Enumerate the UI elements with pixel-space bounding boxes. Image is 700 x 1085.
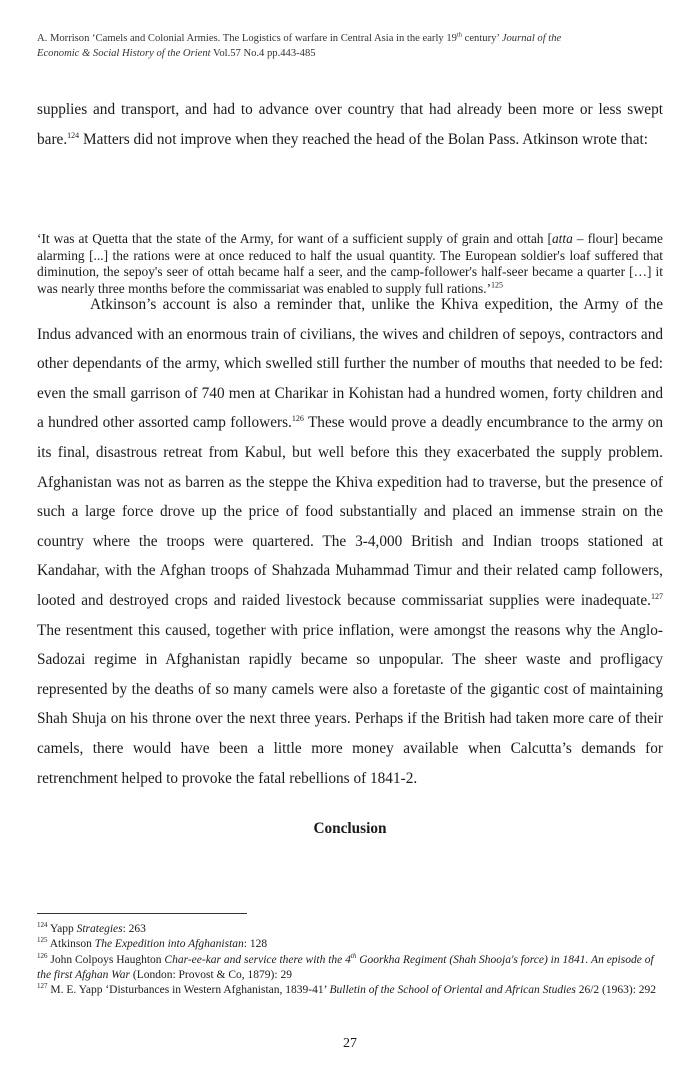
- footnote-number: 125: [37, 936, 48, 945]
- footnote-number: 126: [37, 951, 48, 960]
- quote-text-a: ‘It was at Quetta that the state of the Army, for want of a sufficient supply of grain and ottah [: [37, 231, 552, 246]
- footnote-126: [37, 953, 663, 984]
- footnote-ref-124[interactable]: 124: [67, 130, 80, 140]
- footnote-text: M. E. Yapp ‘Disturbances in Western Afghanistan, 1839-41’: [47, 984, 330, 997]
- footnote-125: [37, 937, 663, 952]
- para1-text-a: supplies and transport, and had to advance over country that had already been more or less swept bare.: [37, 101, 663, 148]
- header-superscript: th: [456, 31, 462, 39]
- quote-text-b: – flour] became alarming [...] the rations were at once reduced to half the usual quantity. The European soldier's loaf suffered that diminution, the sepoy's seer of ottah became half a seer, and the camp-follower's half-seer became a quarter […] it was nearly three months before the commissariat was enabled to supply full rations.’: [37, 231, 663, 296]
- footnote-italic: Char-ee-kar and service there with the 4: [164, 953, 351, 966]
- running-header: [37, 31, 663, 61]
- para2-text-c: The resentment this caused, together with price inflation, were amongst the reasons why the Anglo-Sadozai regime in Afghanistan rapidly became so unpopular. The sheer waste and profligacy represented by the deaths of so many camels were also a foretaste of the gigantic cost of maintaining Shah Shuja on his throne over the next three years. Perhaps if the British had taken more care of their camels, there would have been a little more money available when Calcutta’s demands for retrenchment helped to provoke the fatal rebellions of 1841-2.: [37, 621, 663, 787]
- footnote-124: [37, 922, 663, 937]
- footnote-number: 127: [37, 982, 48, 991]
- block-quote: [37, 231, 663, 297]
- header-century: century’: [462, 33, 502, 44]
- para2-text-b: These would prove a deadly encumbrance to the army on its final, disastrous retreat from Kabul, but well before this they exacerbated the supply problem. Afghanistan was not as barren as the steppe the Khiva expedition had to traverse, but the presence of such a large force drove up the price of food substantially and placed an immense strain on the country where the troops were quartered. The 3-4,000 British and Indian troops stationed at Kandahar, with the Afghan troops of Shahzada Muhammad Timur and their related camp followers, looted and destroyed crops and raided livestock because commissariat supplies were inadequate.: [37, 414, 663, 609]
- header-author-title: A. Morrison ‘Camels and Colonial Armies. The Logistics of warfare in Central Asia in the early 19: [37, 33, 457, 44]
- footnote-ref-127[interactable]: 127: [651, 591, 663, 601]
- footnote-text: Atkinson: [47, 938, 95, 951]
- header-volume: Vol.57 No.4 pp.443-485: [210, 48, 316, 59]
- footnote-italic: Bulletin of the School of Oriental and African Studies: [329, 984, 576, 997]
- footnote-italic: Strategies: [76, 923, 123, 935]
- footnotes: [37, 922, 663, 998]
- section-heading: Conclusion: [313, 820, 387, 837]
- footnote-divider: [37, 913, 247, 914]
- footnote-number: 124: [37, 921, 48, 930]
- footnote-rest: 26/2 (1963): 292: [575, 984, 657, 997]
- para2-text-a: Atkinson’s account is also a reminder that, unlike the Khiva expedition, the Army of the Indus advanced with an enormous train of civilians, the wives and children of sepoys, contractors and other dependants of the army, which swelled still further the number of mouths that needed to be fed: even the small garrison of 740 men at Charikar in Kohistan had a hundred women, forty children and a hundred other assorted camp followers.: [37, 296, 663, 432]
- footnote-rest: : 263: [122, 923, 146, 935]
- footnote-superscript: th: [350, 951, 357, 960]
- quote-italic: atta: [551, 231, 573, 246]
- para1-text-b: Matters did not improve when they reached the head of the Bolan Pass. Atkinson wrote that:: [79, 130, 648, 148]
- page-number: 27: [343, 1036, 357, 1051]
- footnote-italic: The Expedition into Afghanistan: [94, 938, 244, 951]
- footnote-italic-2: Goorkha Regiment (Shah Shooja's force) in 1841. An episode of the first Afghan War: [37, 953, 654, 981]
- footnote-ref-125[interactable]: 125: [491, 280, 504, 290]
- paragraph-2: [37, 290, 663, 793]
- footnote-127: [37, 983, 663, 998]
- paragraph-1: [37, 95, 663, 154]
- footnote-rest: (London: Provost & Co, 1879): 29: [129, 968, 292, 981]
- header-journal-a: Journal of the: [501, 33, 562, 44]
- footnote-rest: : 128: [243, 938, 268, 951]
- footnote-text: Yapp: [47, 923, 77, 935]
- footnote-ref-126[interactable]: 126: [291, 414, 304, 424]
- header-journal-b: Economic & Social History of the Orient: [37, 48, 211, 59]
- footnote-text: John Colpoys Haughton: [47, 953, 165, 966]
